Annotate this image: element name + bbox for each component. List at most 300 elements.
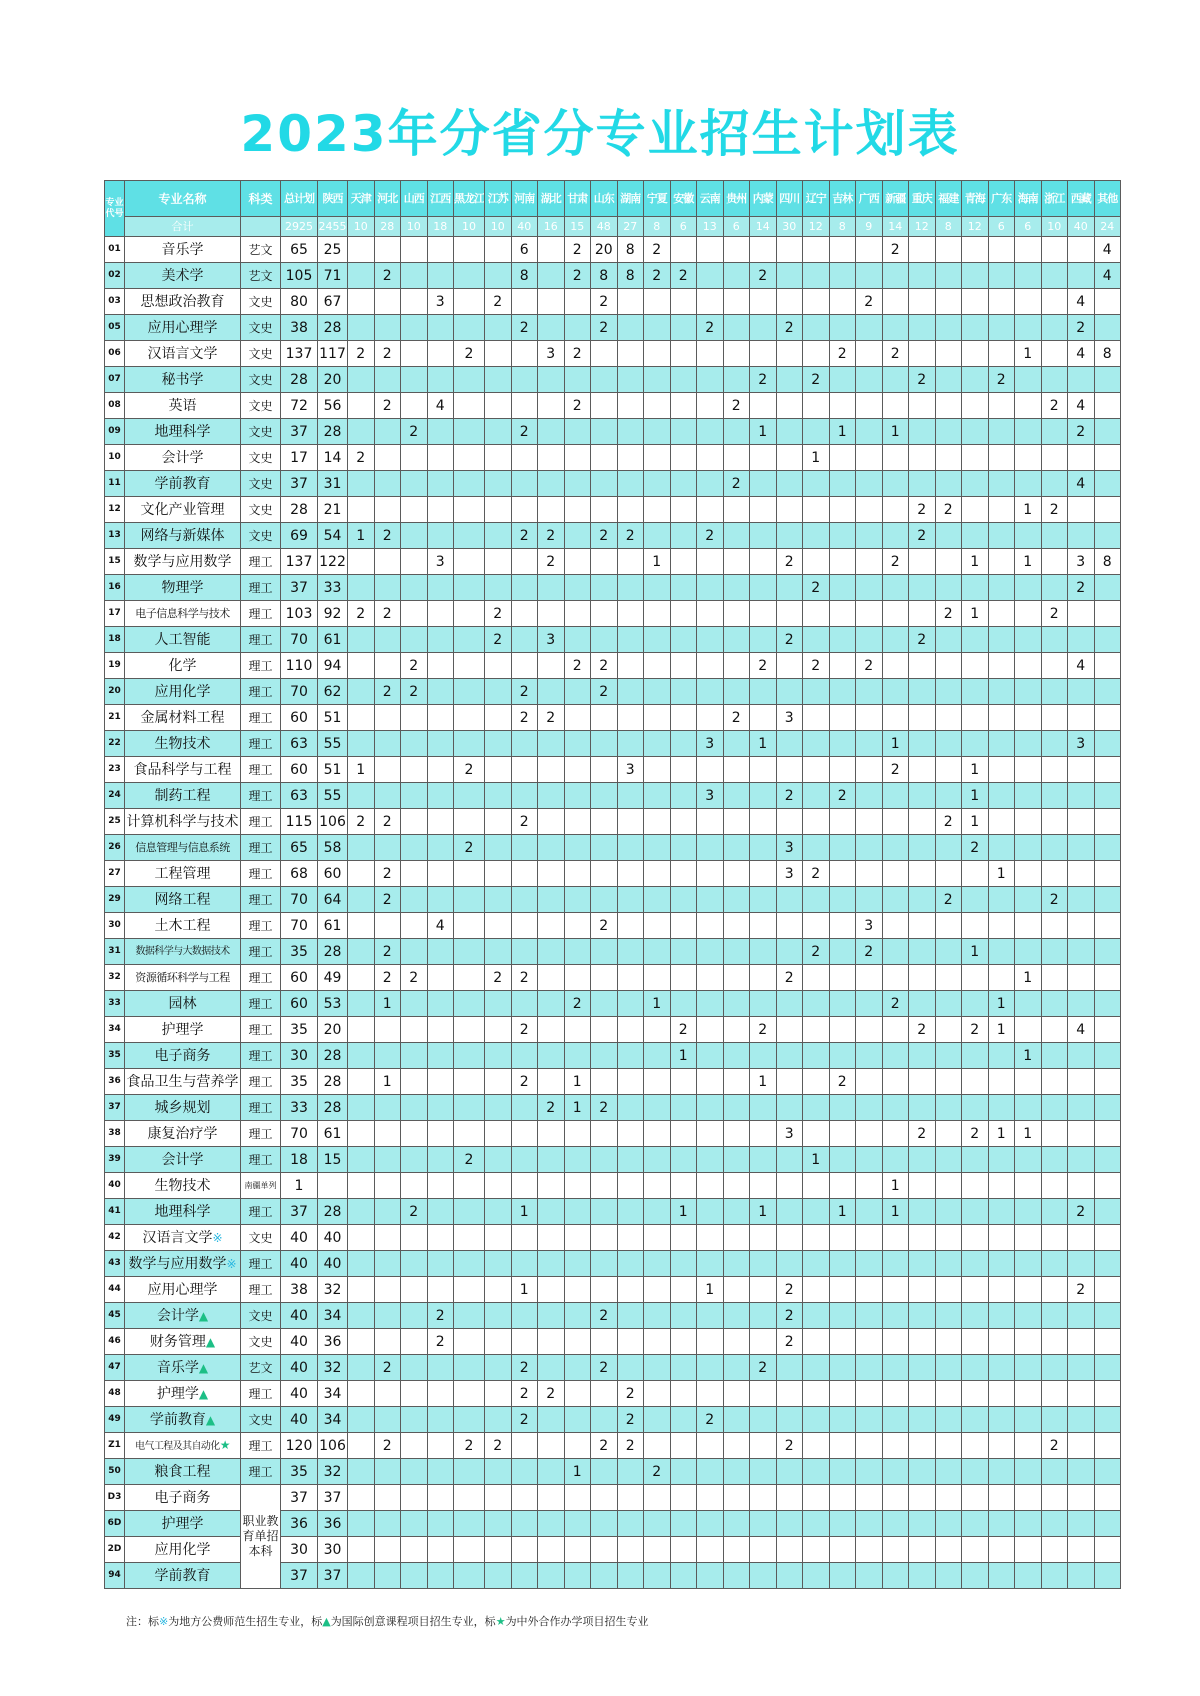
row-value [538,1225,565,1251]
row-value [1015,835,1042,861]
row-value [750,627,777,653]
row-value [564,1537,591,1563]
row-value [670,705,697,731]
row-value [538,1563,565,1589]
row-value [856,1251,883,1277]
row-value [591,835,618,861]
row-name [125,237,241,263]
row-value [591,1225,618,1251]
row-name [125,575,241,601]
row-value [591,861,618,887]
row-value [644,705,671,731]
row-value: 1 [1015,341,1042,367]
row-value [454,1381,485,1407]
row-value [962,627,989,653]
row-value [401,1511,428,1537]
row-value [882,1147,909,1173]
row-value [723,601,750,627]
row-value [1094,419,1121,445]
row-value [1041,835,1068,861]
row-value [538,1329,565,1355]
row-value [1094,1381,1121,1407]
row-value [617,939,644,965]
row-value [856,835,883,861]
row-category: 理工 [241,835,281,861]
row-value [988,783,1015,809]
row-value: 4 [1068,393,1095,419]
row-value [454,809,485,835]
row-value [856,1043,883,1069]
row-value [962,1511,989,1537]
row-value [670,1147,697,1173]
row-value [401,1303,428,1329]
row-value [935,939,962,965]
row-value [348,1121,375,1147]
row-value [374,731,401,757]
row-value [591,601,618,627]
row-value [909,1563,936,1589]
row-value [1041,991,1068,1017]
row-value [454,1095,485,1121]
row-value [1068,1407,1095,1433]
row-value [882,1511,909,1537]
row-value [803,1381,830,1407]
row-name-text: 音乐学 [156,1359,199,1376]
row-value [909,757,936,783]
row-code: 01 [105,237,125,263]
row-value: 2 [644,263,671,289]
row-value: 1 [670,1199,697,1225]
row-name-text: 汉语言文学 [142,1229,213,1246]
row-value [723,1381,750,1407]
row-name [125,1043,241,1069]
row-value [564,861,591,887]
row-value [538,653,565,679]
row-value [1041,1563,1068,1589]
row-value: 1 [1015,965,1042,991]
row-value: 2 [538,523,565,549]
row-value [538,861,565,887]
row-value [988,809,1015,835]
row-value [427,1095,454,1121]
row-value [1094,887,1121,913]
row-value [485,471,512,497]
row-value [670,627,697,653]
row-value [318,1173,348,1199]
row-value [962,991,989,1017]
row-value [697,367,724,393]
row-value [962,887,989,913]
row-value: 3 [617,757,644,783]
row-value: 2 [591,653,618,679]
row-value [670,341,697,367]
row-value: 2 [564,341,591,367]
row-name [125,1511,241,1537]
square-mark-icon: ※ [159,1615,169,1628]
row-code: 37 [105,1095,125,1121]
row-value [750,601,777,627]
row-value [723,1511,750,1537]
row-value [485,1043,512,1069]
row-value [564,1017,591,1043]
row-value: 1 [803,1147,830,1173]
row-value [1041,1381,1068,1407]
row-value [670,445,697,471]
row-value [427,471,454,497]
row-value [591,783,618,809]
row-value [909,1537,936,1563]
row-name-text: 地理科学 [154,1203,211,1220]
row-value [348,289,375,315]
row-value: 55 [318,731,348,757]
table-row [105,1199,1121,1225]
row-value: 1 [374,991,401,1017]
row-value [374,497,401,523]
row-value [829,1173,856,1199]
row-name [125,1095,241,1121]
row-value: 2 [511,705,538,731]
row-value: 4 [1068,289,1095,315]
row-value [564,549,591,575]
row-value: 2 [882,757,909,783]
row-value [988,1069,1015,1095]
row-value [988,1043,1015,1069]
row-value [723,1459,750,1485]
row-value [485,1277,512,1303]
row-value [909,861,936,887]
row-category: 文史 [241,445,281,471]
row-category: 文史 [241,497,281,523]
row-name-text: 电子商务 [154,1047,211,1064]
row-value: 20 [318,367,348,393]
row-total: 35 [281,1017,318,1043]
row-value [1015,1225,1042,1251]
row-value [697,627,724,653]
row-value [1041,1485,1068,1511]
row-value [454,315,485,341]
row-value [1094,809,1121,835]
totals-value: 18 [427,217,454,237]
row-total: 37 [281,575,318,601]
row-value [617,1511,644,1537]
row-value: 3 [538,341,565,367]
row-value [776,1069,803,1095]
row-value [644,1199,671,1225]
row-code: 45 [105,1303,125,1329]
header-province: 河北 [374,181,401,217]
row-name-text: 物理学 [161,579,204,596]
row-value: 2 [374,939,401,965]
row-value: 1 [962,757,989,783]
row-value: 2 [511,1407,538,1433]
row-value: 1 [988,861,1015,887]
row-value [723,1043,750,1069]
row-value [427,497,454,523]
row-value [644,1407,671,1433]
row-value [538,445,565,471]
row-value [617,393,644,419]
row-value [750,809,777,835]
row-total: 80 [281,289,318,315]
row-value [511,1433,538,1459]
row-value [803,1303,830,1329]
row-value [1068,913,1095,939]
row-value [670,965,697,991]
row-value [882,861,909,887]
totals-value: 30 [776,217,803,237]
row-code: 47 [105,1355,125,1381]
row-value: 2 [723,393,750,419]
row-value [670,523,697,549]
row-name [125,1225,241,1251]
table-row [105,757,1121,783]
row-value [617,575,644,601]
row-value [803,809,830,835]
table-row [105,549,1121,575]
row-value [401,705,428,731]
row-value [988,289,1015,315]
row-value [856,783,883,809]
row-value: 2 [348,809,375,835]
row-value: 2 [454,757,485,783]
row-value [723,367,750,393]
row-value [776,1537,803,1563]
row-value [485,237,512,263]
row-value [1094,445,1121,471]
row-value: 2 [829,1069,856,1095]
row-category: 理工 [241,861,281,887]
row-value [750,1329,777,1355]
row-value [909,991,936,1017]
row-value [348,1069,375,1095]
row-value [511,939,538,965]
row-value [1041,523,1068,549]
row-value: 4 [1094,237,1121,263]
row-value [988,1199,1015,1225]
row-value [538,497,565,523]
row-code: 6D [105,1511,125,1537]
row-value: 1 [882,1199,909,1225]
row-value [485,1017,512,1043]
row-category: 理工 [241,887,281,913]
totals-value: 12 [962,217,989,237]
row-value [723,289,750,315]
row-value: 34 [318,1303,348,1329]
row-value [485,419,512,445]
row-value [511,991,538,1017]
row-value [803,471,830,497]
row-value [962,1173,989,1199]
row-value [909,783,936,809]
row-value [454,1485,485,1511]
row-value [427,1511,454,1537]
table-row [105,367,1121,393]
row-value [1068,1173,1095,1199]
row-value [1041,1173,1068,1199]
row-value [697,419,724,445]
row-value [882,575,909,601]
square-mark-icon: ※ [212,1230,223,1245]
row-value [427,965,454,991]
header-province: 西藏 [1068,181,1095,217]
totals-value: 10 [1041,217,1068,237]
row-value [1068,965,1095,991]
row-value [697,757,724,783]
row-value [776,1173,803,1199]
row-value [962,289,989,315]
header-province: 新疆 [882,181,909,217]
row-value [511,289,538,315]
row-value [564,1147,591,1173]
row-value [1015,1095,1042,1121]
row-category: 理工 [241,601,281,627]
table-row [105,1433,1121,1459]
row-value [485,1563,512,1589]
row-value: 3 [538,627,565,653]
row-value [374,367,401,393]
row-value [511,1511,538,1537]
row-value [564,289,591,315]
row-name [125,393,241,419]
row-value [511,1121,538,1147]
row-value [988,757,1015,783]
row-value [776,887,803,913]
row-value [988,1563,1015,1589]
row-value: 2 [591,1433,618,1459]
row-value: 2 [697,1407,724,1433]
row-value [1015,471,1042,497]
row-value [723,419,750,445]
row-value [803,1095,830,1121]
row-value: 2 [909,1121,936,1147]
row-value [962,237,989,263]
row-value [1041,679,1068,705]
row-value [856,575,883,601]
row-value [882,1225,909,1251]
row-value [485,263,512,289]
row-value [401,263,428,289]
row-value: 2 [591,523,618,549]
row-value [454,1069,485,1095]
row-value: 2 [776,1303,803,1329]
row-category: 文史 [241,341,281,367]
row-value [1015,523,1042,549]
table-row [105,783,1121,809]
row-value [564,471,591,497]
row-value: 2 [856,289,883,315]
row-value [1094,861,1121,887]
row-value [591,939,618,965]
row-value [427,887,454,913]
row-name-text: 电气工程及其自动化 [135,1441,220,1452]
row-value [670,809,697,835]
row-value [401,237,428,263]
row-value [1094,1407,1121,1433]
row-name-text: 地理科学 [154,423,211,440]
row-value [670,1433,697,1459]
row-value [1094,497,1121,523]
row-value [564,939,591,965]
row-value [1068,1485,1095,1511]
row-value [401,549,428,575]
table-row [105,1043,1121,1069]
table-row [105,1303,1121,1329]
row-name [125,367,241,393]
row-value [750,1095,777,1121]
row-value [1041,315,1068,341]
row-value: 34 [318,1381,348,1407]
row-value [803,393,830,419]
row-name-text: 数学与应用数学 [128,1255,227,1272]
row-value [564,705,591,731]
row-value [644,471,671,497]
row-value [723,757,750,783]
row-value [538,835,565,861]
row-value: 2 [454,1433,485,1459]
table-row [105,237,1121,263]
row-value [454,731,485,757]
row-value: 2 [697,523,724,549]
row-value [1015,1355,1042,1381]
row-value: 92 [318,601,348,627]
row-value [697,653,724,679]
table-row [105,393,1121,419]
row-value [935,965,962,991]
totals-value: 14 [750,217,777,237]
row-value [856,679,883,705]
row-value [617,653,644,679]
row-value [591,1381,618,1407]
row-value [1041,1303,1068,1329]
row-value [962,1459,989,1485]
row-value [427,1251,454,1277]
row-value: 2 [723,705,750,731]
row-value [988,497,1015,523]
row-value [485,653,512,679]
row-code: 34 [105,1017,125,1043]
row-value [374,1173,401,1199]
row-value [617,991,644,1017]
row-value [882,471,909,497]
row-value [776,289,803,315]
row-value [1094,783,1121,809]
row-value [427,1199,454,1225]
row-value [988,237,1015,263]
row-code: 06 [105,341,125,367]
row-value [935,913,962,939]
row-value [427,783,454,809]
row-value [1094,731,1121,757]
row-value [427,367,454,393]
row-value [427,315,454,341]
row-value [454,263,485,289]
row-value [962,497,989,523]
row-value: 40 [318,1251,348,1277]
row-value [909,965,936,991]
row-total: 105 [281,263,318,289]
row-value: 6 [511,237,538,263]
row-value [750,1147,777,1173]
row-value [538,1199,565,1225]
row-value [427,1537,454,1563]
row-total: 40 [281,1329,318,1355]
row-value [511,887,538,913]
row-value [776,1485,803,1511]
row-value [348,315,375,341]
row-value [750,913,777,939]
row-value [723,783,750,809]
row-value [427,1173,454,1199]
